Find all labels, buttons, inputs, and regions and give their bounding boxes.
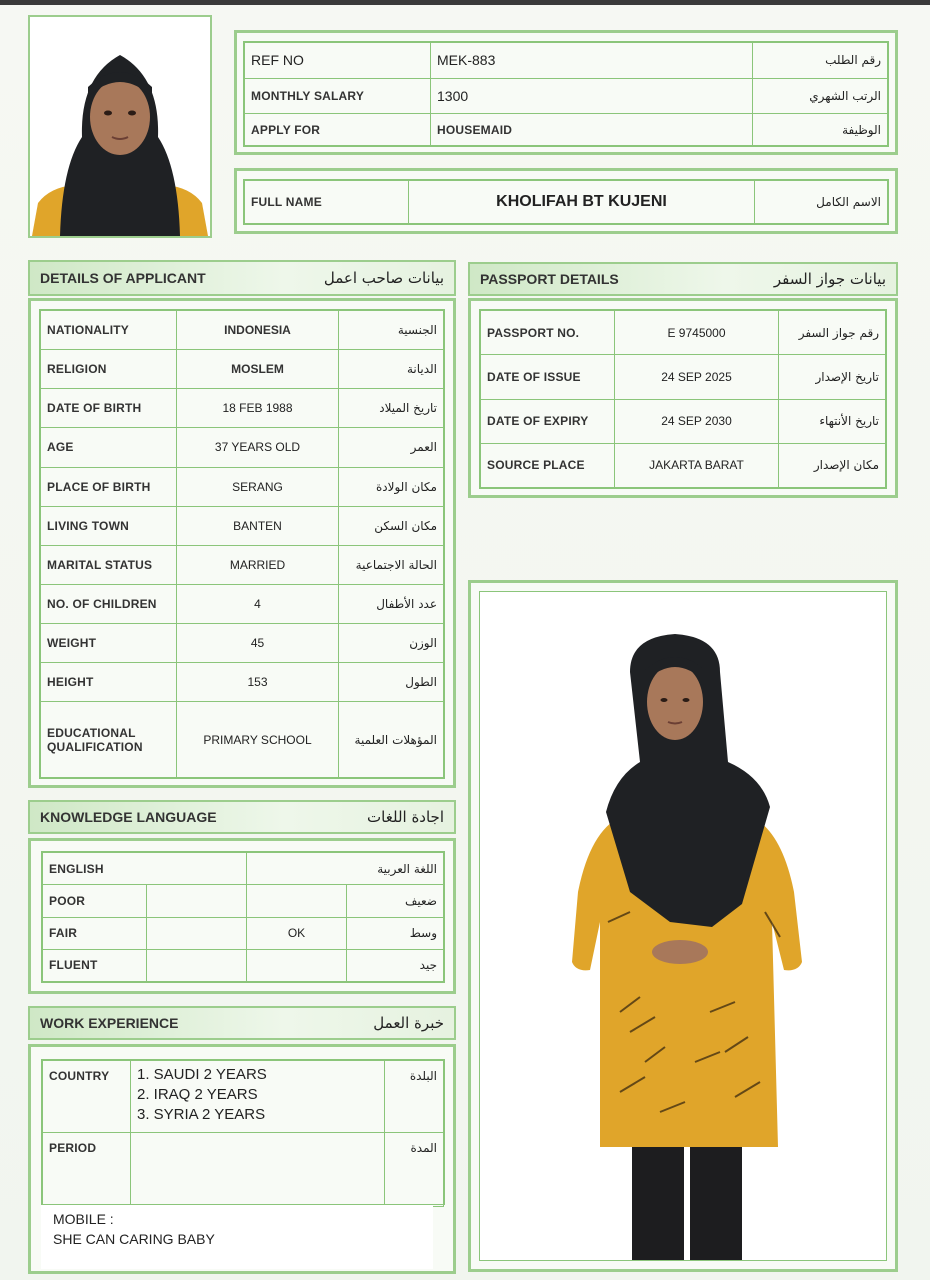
- passport-field-label-ar: تاريخ الإصدار: [779, 355, 886, 399]
- language-table: [42, 852, 444, 982]
- applicant-row: [41, 584, 444, 623]
- language-level-label: FAIR: [43, 917, 147, 949]
- applicant-field-label: LIVING TOWN: [41, 506, 177, 545]
- applicant-field-label: DATE OF BIRTH: [41, 389, 177, 428]
- language-level-row: [43, 885, 444, 917]
- passport-field-label-ar: تاريخ الأنتهاء: [779, 399, 886, 443]
- passport-title-ar: بيانات جواز السفر: [773, 270, 886, 288]
- applicant-field-value: 18 FEB 1988: [177, 389, 339, 428]
- applicant-field-label-ar: الوزن: [339, 624, 444, 663]
- passport-field-label: PASSPORT NO.: [481, 311, 615, 355]
- job-info-box: [234, 30, 898, 155]
- passport-row: [481, 311, 886, 355]
- passport-row: [481, 443, 886, 487]
- language-level-label-ar: جيد: [347, 949, 444, 981]
- ref-no-label-ar: رقم الطلب: [753, 43, 888, 79]
- full-name-box: [234, 168, 898, 234]
- mobile-text: MOBILE :: [53, 1211, 114, 1227]
- english-level-value: [147, 885, 247, 917]
- language-level-row: [43, 917, 444, 949]
- applicant-row: [41, 467, 444, 506]
- language-level-label-ar: ضعيف: [347, 885, 444, 917]
- applicant-field-label: HEIGHT: [41, 663, 177, 702]
- applicant-row: [41, 624, 444, 663]
- applicant-row: [41, 663, 444, 702]
- passport-field-label: DATE OF EXPIRY: [481, 399, 615, 443]
- applicant-field-value: 37 YEARS OLD: [177, 428, 339, 467]
- applicant-field-label: WEIGHT: [41, 624, 177, 663]
- monthly-salary-value: 1300: [431, 78, 753, 114]
- applicant-field-label: NATIONALITY: [41, 311, 177, 350]
- country-item: 1. SAUDI 2 YEARS: [137, 1066, 267, 1083]
- period-value: [131, 1133, 385, 1207]
- period-label: PERIOD: [43, 1133, 131, 1207]
- applicant-field-label-ar: الجنسية: [339, 311, 444, 350]
- applicant-row: [41, 350, 444, 389]
- portrait-photo: [28, 15, 212, 238]
- language-box: [28, 838, 456, 994]
- language-title-ar: اجادة اللغات: [367, 808, 444, 826]
- top-edge: [0, 0, 930, 5]
- applicant-field-label-ar: تاريخ الميلاد: [339, 389, 444, 428]
- full-name-label: FULL NAME: [245, 181, 409, 224]
- applicant-field-label: EDUCATIONAL QUALIFICATION: [41, 702, 177, 778]
- passport-field-value: 24 SEP 2025: [615, 355, 779, 399]
- passport-field-value: E 9745000: [615, 311, 779, 355]
- applicant-field-value: SERANG: [177, 467, 339, 506]
- applicant-field-label: NO. OF CHILDREN: [41, 584, 177, 623]
- applicant-section-header: [28, 260, 456, 296]
- applicant-row: [41, 702, 444, 778]
- english-level-value: [147, 917, 247, 949]
- applicant-field-label-ar: مكان الولادة: [339, 467, 444, 506]
- applicant-field-label-ar: الطول: [339, 663, 444, 702]
- applicant-row: [41, 428, 444, 467]
- passport-field-label: DATE OF ISSUE: [481, 355, 615, 399]
- applicant-details-box: [28, 298, 456, 788]
- arabic-level-value: [247, 949, 347, 981]
- arabic-label: اللغة العربية: [247, 853, 444, 885]
- remarks-note: [41, 1205, 433, 1269]
- passport-row: [481, 355, 886, 399]
- applicant-row: [41, 311, 444, 350]
- full-body-photo-frame: [468, 580, 898, 1272]
- applicant-field-value: BANTEN: [177, 506, 339, 545]
- passport-field-label: SOURCE PLACE: [481, 443, 615, 487]
- monthly-salary-label: MONTHLY SALARY: [245, 78, 431, 114]
- language-level-label: POOR: [43, 885, 147, 917]
- passport-row: [481, 399, 886, 443]
- country-label-ar: البلدة: [385, 1061, 444, 1133]
- applicant-title: DETAILS OF APPLICANT: [40, 270, 206, 286]
- remark-text: SHE CAN CARING BABY: [53, 1231, 215, 1247]
- applicant-field-label: PLACE OF BIRTH: [41, 467, 177, 506]
- ref-no-value: MEK-883: [431, 43, 753, 79]
- language-section-header: [28, 800, 456, 834]
- applicant-field-value: INDONESIA: [177, 311, 339, 350]
- arabic-level-value: OK: [247, 917, 347, 949]
- applicant-field-label: AGE: [41, 428, 177, 467]
- apply-for-label-ar: الوظيفة: [753, 114, 888, 146]
- applicant-table: [40, 310, 444, 778]
- applicant-field-value: MOSLEM: [177, 350, 339, 389]
- passport-field-label-ar: رقم جواز السفر: [779, 311, 886, 355]
- applicant-field-value: 153: [177, 663, 339, 702]
- work-title: WORK EXPERIENCE: [40, 1015, 179, 1031]
- applicant-field-label-ar: مكان السكن: [339, 506, 444, 545]
- applicant-field-label-ar: عدد الأطفال: [339, 584, 444, 623]
- language-title: KNOWLEDGE LANGUAGE: [40, 809, 217, 825]
- applicant-field-label-ar: الديانة: [339, 350, 444, 389]
- ref-no-label: REF NO: [245, 43, 431, 79]
- apply-for-value: HOUSEMAID: [431, 114, 753, 146]
- applicant-field-value: MARRIED: [177, 545, 339, 584]
- applicant-field-label: MARITAL STATUS: [41, 545, 177, 584]
- applicant-field-label-ar: المؤهلات العلمية: [339, 702, 444, 778]
- full-name-label-ar: الاسم الكامل: [755, 181, 888, 224]
- applicant-row: [41, 506, 444, 545]
- full-name-value: KHOLIFAH BT KUJENI: [409, 181, 755, 224]
- applicant-field-value: 4: [177, 584, 339, 623]
- passport-field-label-ar: مكان الإصدار: [779, 443, 886, 487]
- passport-field-value: JAKARTA BARAT: [615, 443, 779, 487]
- country-item: 2. IRAQ 2 YEARS: [137, 1086, 258, 1103]
- passport-title: PASSPORT DETAILS: [480, 271, 619, 287]
- applicant-field-label-ar: الحالة الاجتماعية: [339, 545, 444, 584]
- applicant-field-value: 45: [177, 624, 339, 663]
- applicant-row: [41, 545, 444, 584]
- english-level-value: [147, 949, 247, 981]
- apply-for-label: APPLY FOR: [245, 114, 431, 146]
- applicant-field-value: PRIMARY SCHOOL: [177, 702, 339, 778]
- full-body-photo: [479, 591, 887, 1261]
- passport-details-box: [468, 298, 898, 498]
- country-label: COUNTRY: [43, 1061, 131, 1133]
- monthly-salary-label-ar: الرتب الشهري: [753, 78, 888, 114]
- arabic-level-value: [247, 885, 347, 917]
- applicant-row: [41, 389, 444, 428]
- english-label: ENGLISH: [43, 853, 247, 885]
- work-title-ar: خبرة العمل: [373, 1014, 444, 1032]
- passport-table: [480, 310, 886, 488]
- period-label-ar: المدة: [385, 1133, 444, 1207]
- applicant-title-ar: بيانات صاحب اعمل: [323, 269, 444, 287]
- language-level-row: [43, 949, 444, 981]
- applicant-field-label: RELIGION: [41, 350, 177, 389]
- country-list: [131, 1061, 385, 1133]
- language-level-label: FLUENT: [43, 949, 147, 981]
- work-section-header: [28, 1006, 456, 1040]
- language-level-label-ar: وسط: [347, 917, 444, 949]
- work-table: [42, 1060, 444, 1207]
- work-experience-box: [28, 1044, 456, 1274]
- passport-section-header: [468, 262, 898, 296]
- applicant-field-label-ar: العمر: [339, 428, 444, 467]
- country-item: 3. SYRIA 2 YEARS: [137, 1106, 266, 1123]
- passport-field-value: 24 SEP 2030: [615, 399, 779, 443]
